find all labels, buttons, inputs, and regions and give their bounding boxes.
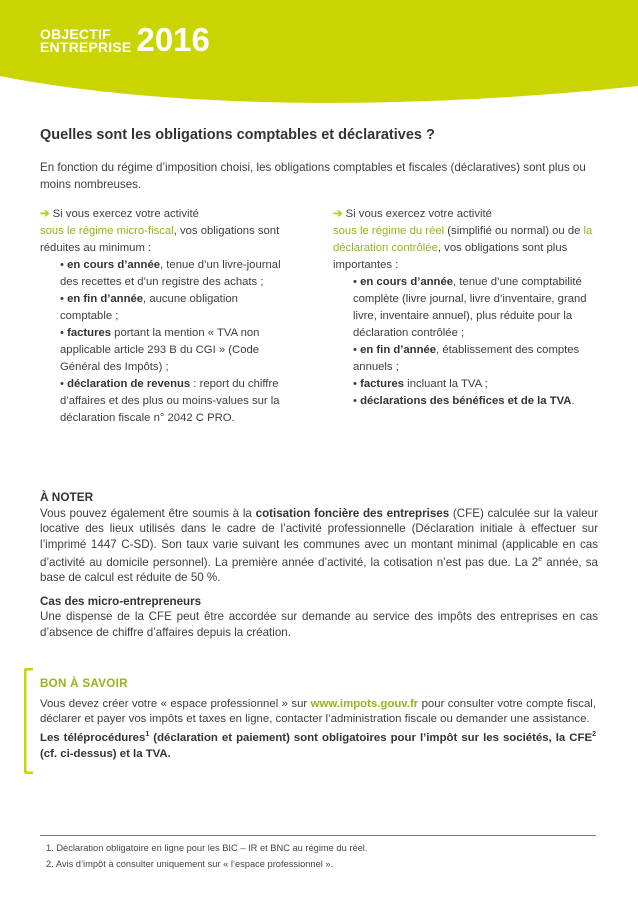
logo-line-2: ENTREPRISE [40, 39, 132, 55]
page-title: Quelles sont les obligations comptables et déclaratives ? [40, 127, 435, 143]
lead-text: Si vous exercez votre activité [52, 208, 199, 220]
lead-text-end: , vos obligations sont réduites au minimum : [40, 225, 280, 254]
lead-text: Si vous exercez votre activité [345, 208, 492, 220]
list-item: • en fin d’année, aucune obligation comptable ; [60, 293, 238, 322]
bon-a-savoir-section [40, 676, 596, 762]
footnotes [46, 840, 367, 872]
regime-reel-column [333, 206, 595, 410]
lead-text-end: , vos obligations sont plus importantes : [333, 242, 568, 271]
regime-reel-lead [333, 206, 595, 274]
bon-a-savoir-heading: BON À SAVOIR [40, 677, 128, 690]
list-item: • en fin d’année, établissement des comptes annuels ; [353, 344, 580, 373]
lead-text-mid: (simplifié ou normal) ou de [444, 225, 584, 237]
teleprocedures-paragraph: Les téléprocédures$^1$ (déclaration et paiement) sont obligatoires pour l’impôt sur les sociétés, la CFE$^2$ (cf. ci-dessus) et la TVA. [40, 731, 596, 760]
micro-fiscal-list [40, 257, 290, 427]
list-item: • en cours d’année, tenue d’un livre-journal des recettes et d’un registre des achats ; [60, 259, 281, 288]
regime-label: sous le régime micro-fiscal [40, 225, 174, 237]
logo-year: 2016 [136, 21, 210, 58]
footnote-2: 2. Avis d’impôt à consulter uniquement sur « l’espace professionnel ». [46, 859, 334, 869]
intro-paragraph: En fonction du régime d’imposition choisi, les obligations comptables et fiscales (déclaratives) sont plus ou moins nombreuses. [40, 161, 586, 191]
footnote-1: 1. Déclaration obligatoire en ligne pour les BIC – IR et BNC au régime du réel. [46, 843, 368, 853]
a-noter-paragraph: Vous pouvez également être soumis à la cotisation foncière des entreprises (CFE) calculée sur la valeur locative des lieux utilisés dans le cadre de l’activité professionnelle (Déclaration initiale à effectuer sur l’imprimé 1447 C-SD). Son taux varie suivant les communes avec un montant minimal (applicable en cas d’activité au domicile personnel). La première année d’activité, la cotisation n’est pas due. La 2e année, sa base de calcul est réduite de 50 %. [40, 506, 598, 585]
arrow-right-icon: ➔ [40, 208, 50, 220]
micro-entrepreneurs-paragraph: Une dispense de la CFE peut être accordée sur demande au service des impôts des entreprises en cas d’absence de chiffre d’affaires depuis la création. [40, 610, 598, 639]
micro-fiscal-lead [40, 206, 290, 257]
list-item: • déclarations des bénéfices et de la TVA. [353, 395, 575, 407]
list-item: • factures incluant la TVA ; [353, 378, 488, 390]
list-item: • déclaration de revenus : report du chiffre d’affaires et des plus ou moins-values sur la déclaration fiscale n° 2042 C PRO. [60, 378, 280, 424]
bon-a-savoir-paragraph: Vous devez créer votre « espace professionnel » sur www.impots.gouv.fr pour consulter votre compte fiscal, déclarer et payer vos impôts et taxes en ligne, contacter l’administration fiscale ou demander une assistance. [40, 697, 596, 725]
header-accent-band [0, 0, 638, 110]
objectif-entreprise-logo [40, 21, 210, 58]
a-noter-section [40, 490, 598, 640]
regime-reel-list [333, 274, 595, 410]
regime-label-2: la déclaration contrôlée [333, 225, 593, 254]
micro-entrepreneurs-heading: Cas des micro-entrepreneurs [40, 594, 202, 608]
footnote-divider [40, 835, 596, 836]
list-item: • en cours d’année, tenue d’une comptabilité complète (livre journal, livre d’inventaire, grand livre, inventaire annuel), plus réduite pour la déclaration contrôlée ; [353, 276, 587, 339]
logo-wordmark [40, 28, 131, 54]
logo-line-1: OBJECTIF [40, 26, 111, 42]
bon-a-savoir-bracket [24, 668, 34, 774]
list-item: • factures portant la mention « TVA non applicable article 293 B du CGI » (Code Général des Impôts) ; [60, 327, 260, 373]
impots-link[interactable]: www.impots.gouv.fr [310, 697, 419, 710]
micro-fiscal-column [40, 206, 290, 427]
a-noter-heading: À NOTER [40, 490, 94, 504]
arrow-right-icon: ➔ [333, 208, 343, 220]
regime-label: sous le régime du réel [333, 225, 445, 237]
